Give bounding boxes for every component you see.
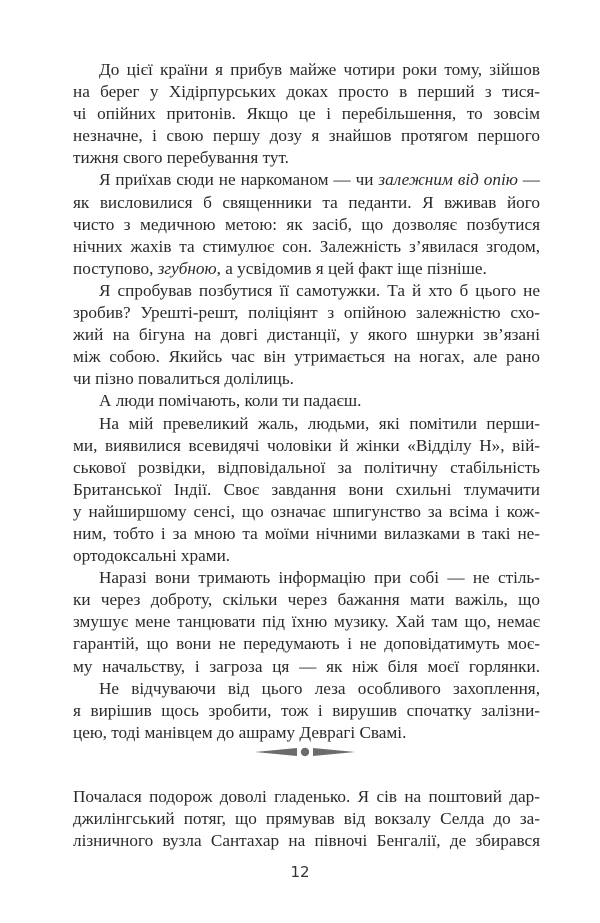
- text-line: цею, тоді манівцем до ашраму Деврагі Свамі.: [73, 722, 407, 742]
- text-line: незначне, і свою першу дозу я знайшов протягом першого: [73, 126, 540, 146]
- text-line: між собою. Якийсь час він утримається на ногах, але рано: [73, 347, 540, 367]
- text-line: На мій превеликий жаль, людьми, які помітили перши-: [99, 413, 540, 433]
- section-break-ornament-icon: [253, 740, 357, 764]
- text-line: А люди помічають, коли ти падаєш.: [99, 391, 362, 411]
- text-line: джилінгський потяг, що прямував від вокзалу Селда до за-: [73, 809, 540, 829]
- section-1: [73, 59, 540, 744]
- paragraph-3: [73, 280, 540, 390]
- section-2: [73, 786, 540, 852]
- text-line: жий на бігуна на довгі дистанції, у якого шнурки зв’язані: [73, 325, 540, 345]
- text-line: Наразі вони тримають інформацію при собі — не стіль-: [99, 568, 540, 588]
- text-line: зробив? Урешті-решт, поліціянт з опійною залежністю схо-: [73, 303, 540, 323]
- text-line: Я спробував позбутися її самотужки. Та й хто б цього не: [99, 280, 540, 300]
- text-line: До цієї країни я прибув майже чотири роки тому, зійшов: [99, 60, 540, 79]
- text-line: як висловилися б священники та педанти. Я вживав його: [73, 192, 540, 212]
- paragraph-5: [73, 413, 540, 568]
- text-line: нічних жахів та стимулює сон. Залежність з’явилася згодом,: [73, 236, 540, 256]
- text-run: , а усвідомив я цей факт іще пізніше.: [216, 258, 487, 278]
- text-line: му начальству, і загроза ця — як ніж біля моєї горлянки.: [73, 656, 540, 676]
- text-line: ми, виявилися всевидячі чоловіки й жінки «Відділу Н», вій-: [73, 435, 540, 455]
- text-run: —: [517, 170, 540, 190]
- text-line: [73, 169, 540, 191]
- italic-phrase: залежним від опію: [378, 170, 518, 190]
- text-run: Я приїхав сюди не наркоманом — чи: [99, 170, 379, 190]
- text-line: чі опійних притонів. Якщо це і перебільшення, то зовсім: [73, 104, 540, 124]
- text-line: чисто з медичною метою: як засіб, що дозволяє позбутися: [73, 214, 540, 234]
- paragraph-8: [73, 786, 540, 852]
- text-line: гарантій, що вони не передумають і не доповідатимуть моє-: [73, 634, 540, 654]
- text-line: у найширшому сенсі, що означає шпигунство за всіма і кож-: [73, 501, 540, 521]
- text-line: на берег у Хідірпурських доках просто в перший з тися-: [73, 82, 540, 102]
- paragraph-4: [73, 390, 540, 412]
- text-line: Почалася подорож доволі гладенько. Я сів на поштовий дар-: [73, 787, 540, 806]
- paragraph-7: [73, 678, 540, 744]
- italic-word: згубною: [157, 258, 217, 278]
- text-line: ортодоксальні храми.: [73, 546, 231, 566]
- text-line: лізничного вузла Сантахар на півночі Бенгалії, де збирався: [73, 831, 540, 851]
- paragraph-6: [73, 567, 540, 677]
- text-run: поступово,: [73, 258, 158, 278]
- text-line: я вирішив щось зробити, тож і вирушив спочатку залізни-: [73, 700, 540, 720]
- text-line: Британської Індії. Своє завдання вони схильні тлумачити: [73, 479, 540, 499]
- text-line: [73, 258, 540, 280]
- text-line: тижня свого перебування тут.: [73, 148, 289, 168]
- page-number: 12: [290, 863, 310, 881]
- text-line: ськової розвідки, відповідальної за політичну стабільність: [73, 457, 540, 477]
- text-line: ним, тобто і за мною та моїми нічними вилазками в такі не-: [73, 523, 540, 543]
- paragraph-2: [73, 169, 540, 279]
- text-line: Не відчуваючи від цього леза особливого захоплення,: [99, 678, 540, 698]
- paragraph-1: [73, 59, 540, 169]
- text-line: ки через доброту, скільки через бажання мати важіль, що: [73, 590, 540, 610]
- text-line: змушує мене танцювати під їхню музику. Хай там що, немає: [73, 612, 540, 632]
- text-line: чи пізно повалиться долілиць.: [73, 369, 294, 389]
